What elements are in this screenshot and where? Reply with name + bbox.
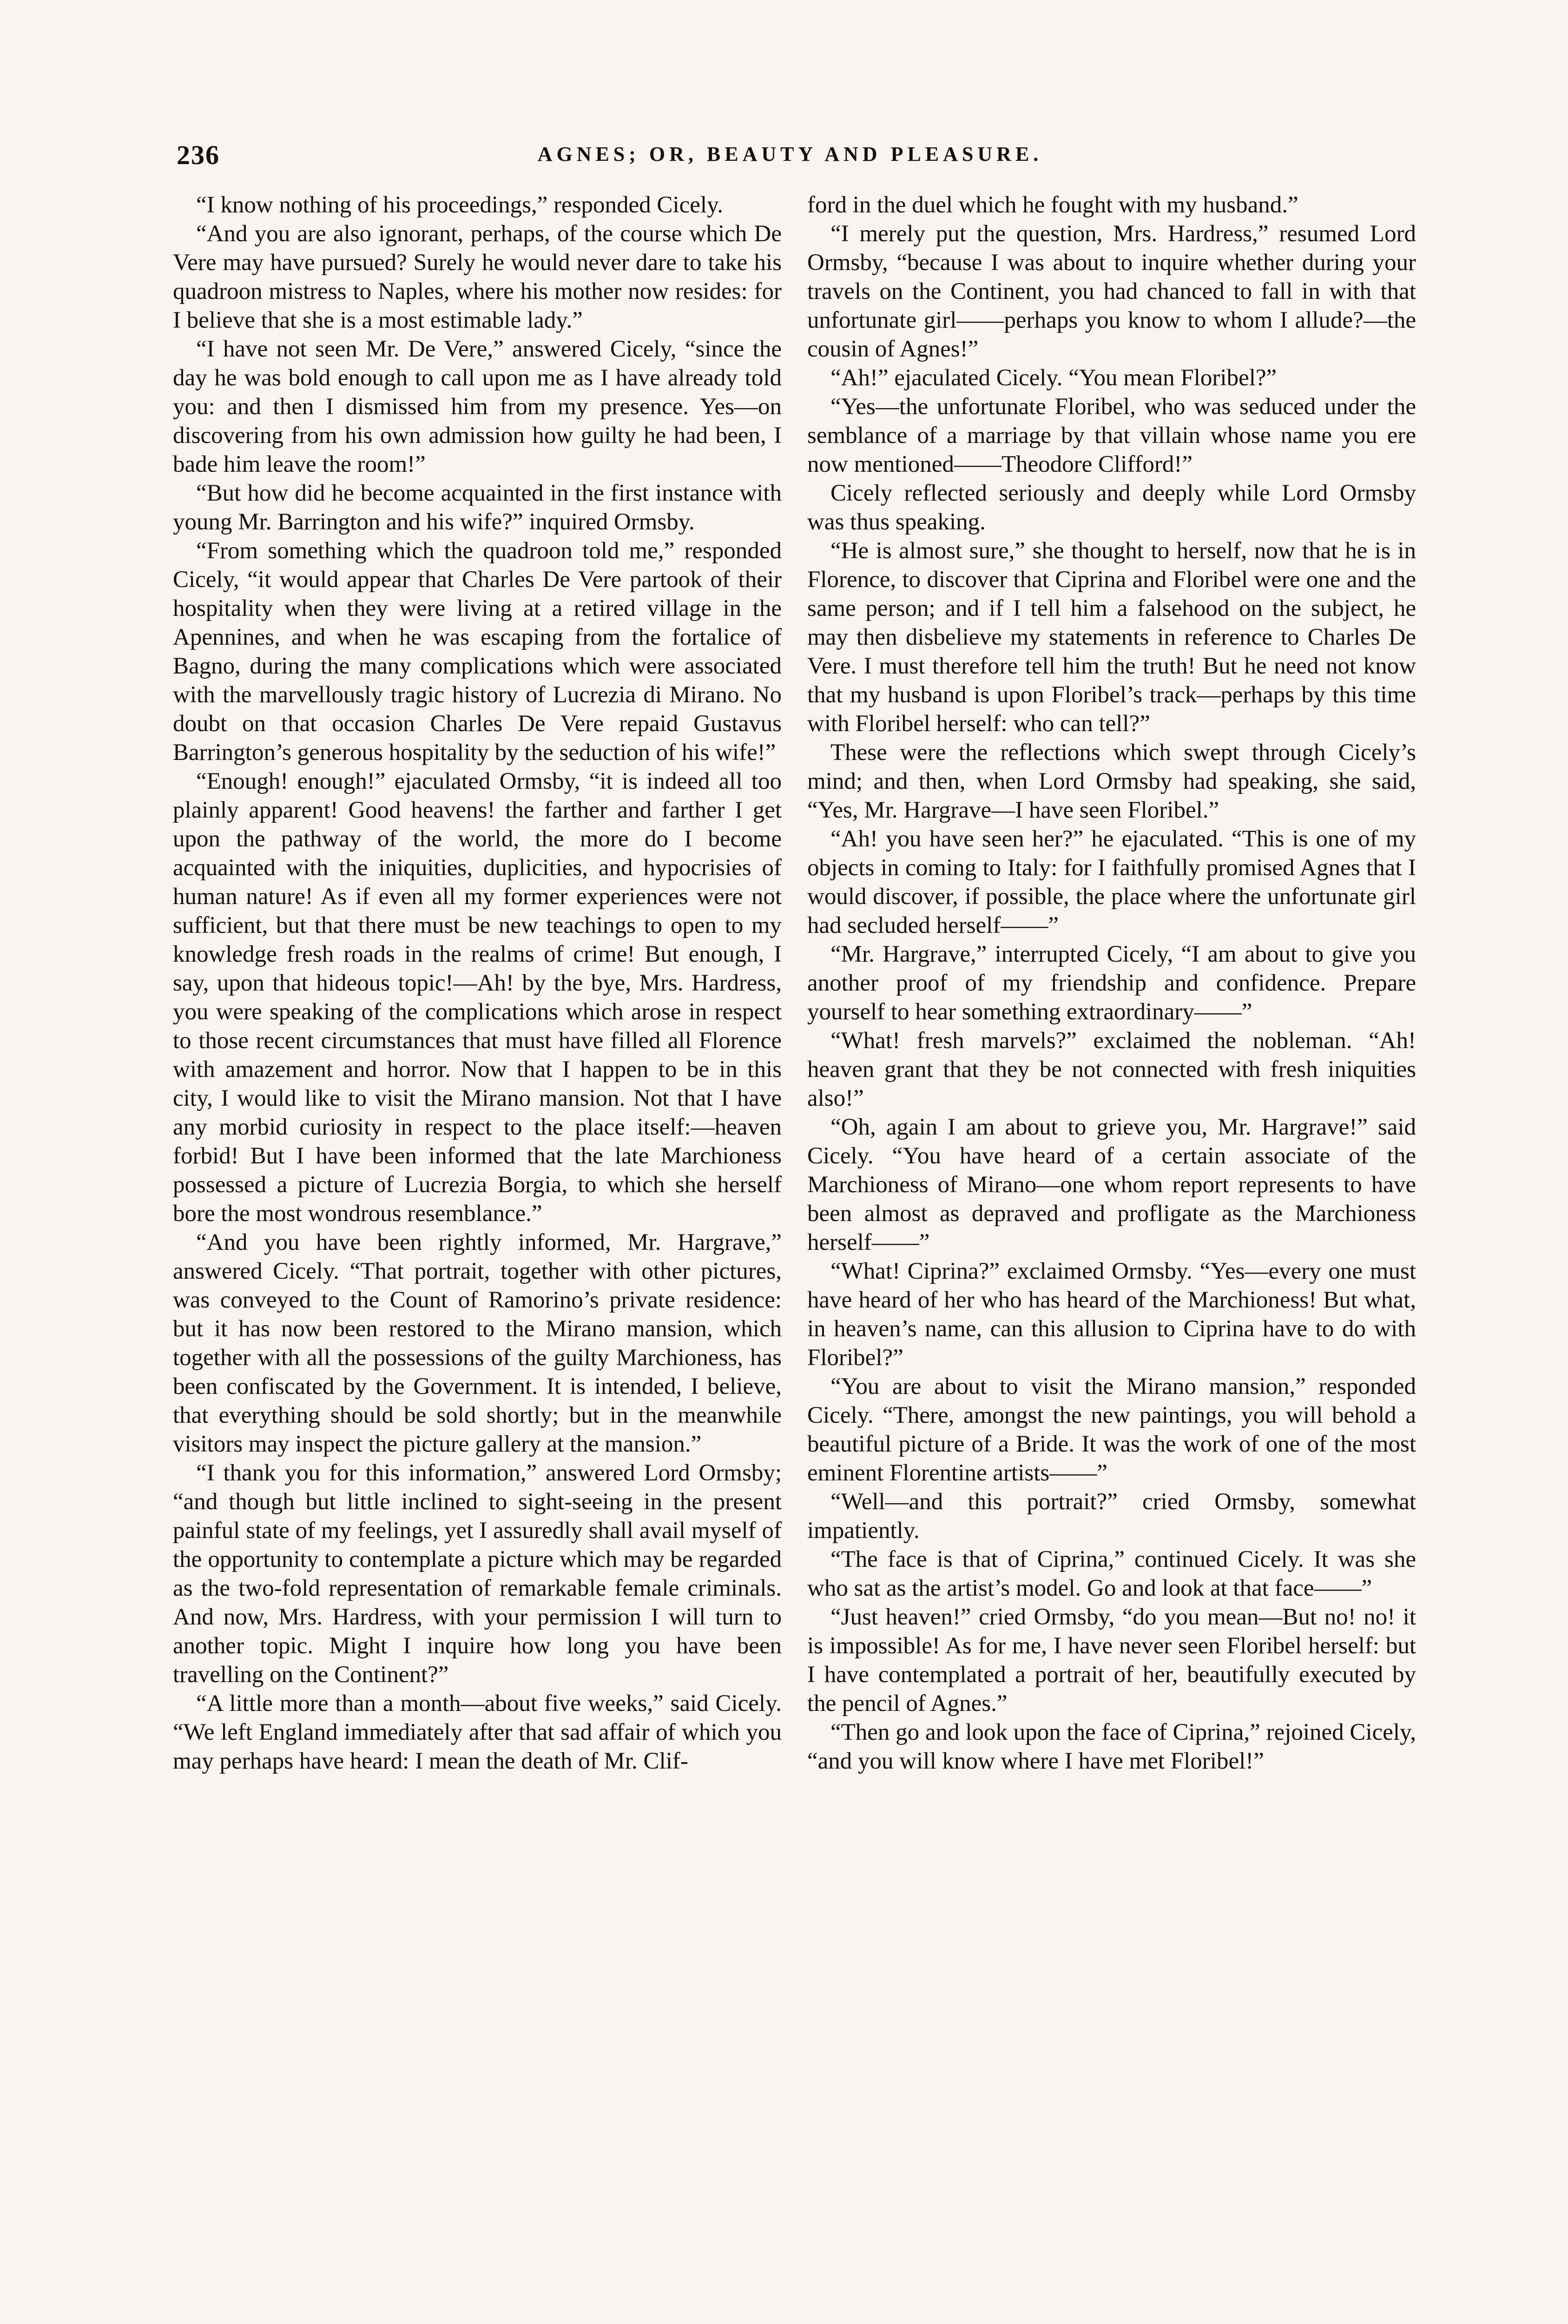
paragraph: “I know nothing of his proceedings,” responded Cicely.	[196, 192, 724, 218]
paragraph: “Yes—the unfortunate Floribel, who was seduced under the semblance of a marriage by that villain whose name you ere now mentioned——Theodore Clifford!”	[807, 394, 1416, 477]
paragraph: “You are about to visit the Mirano mansion,” responded Cicely. “There, amongst the new paintings, you will behold a beautiful picture of a Bride. It was the work of one of the most eminent Florentine artists——”	[807, 1373, 1416, 1486]
right-column	[807, 191, 1416, 1776]
paragraph: Cicely reflected seriously and deeply while Lord Ormsby was thus speaking.	[807, 480, 1416, 535]
page-number: 236	[177, 140, 220, 170]
paragraph: These were the reflections which swept through Cicely’s mind; and then, when Lord Ormsby had speaking, she said, “Yes, Mr. Hargrave—I have seen Floribel.”	[807, 739, 1416, 823]
paragraph: “Mr. Hargrave,” interrupted Cicely, “I am about to give you another proof of my friendship and confidence. Prepare yourself to hear something extraordinary——”	[807, 941, 1416, 1025]
page-header	[177, 139, 1403, 181]
paragraph: “What! fresh marvels?” exclaimed the nobleman. “Ah! heaven grant that they be not connected with fresh iniquities also!”	[807, 1028, 1416, 1111]
paragraph: “And you are also ignorant, perhaps, of the course which De Vere may have pursued? Surely he would never dare to take his quadroon mistress to Naples, where his mother now resides: for I believe that she is a most estimable lady.”	[173, 221, 782, 333]
paragraph: “Just heaven!” cried Ormsby, “do you mean—But no! no! it is impossible! As for me, I have never seen Floribel herself: but I have contemplated a portrait of her, beautifully executed by the pencil of Agnes.”	[807, 1604, 1416, 1717]
paragraph: “Enough! enough!” ejaculated Ormsby, “it is indeed all too plainly apparent! Good heavens! the farther and farther I get upon the pathway of the world, the more do I become acquainted with the iniquities, duplicities, and hypocrisies of human nature! As if even all my former experiences were not sufficient, but that there must be new teachings to open to my knowledge fresh roads in the realms of crime! But enough, I say, upon that hideous topic!—Ah! by the bye, Mrs. Hardress, you were speaking of the complications which arose in respect to those recent circumstances that must have filled all Florence with amazement and horror. Now that I happen to be in this city, I would like to visit the Mirano mansion. Not that I have any morbid curiosity in respect to the place itself:—heaven forbid! But I have been informed that the late Marchioness possessed a picture of Lucrezia Borgia, to which she herself bore the most wondrous resemblance.”	[173, 768, 782, 1227]
paragraph: “The face is that of Ciprina,” continued Cicely. It was she who sat as the artist’s model. Go and look at that face——”	[807, 1546, 1416, 1601]
left-column	[173, 191, 782, 1776]
paragraph: “Well—and this portrait?” cried Ormsby, somewhat impatiently.	[807, 1489, 1416, 1544]
paragraph: “From something which the quadroon told me,” responded Cicely, “it would appear that Charles De Vere partook of their hospitality when they were living at a retired village in the Apennines, and when he was escaping from the fortalice of Bagno, during the many complications which were associated with the marvellously tragic history of Lucrezia di Mirano. No doubt on that occasion Charles De Vere repaid Gustavus Barrington’s generous hospitality by the seduction of his wife!”	[173, 538, 782, 766]
paragraph: “I thank you for this information,” answered Lord Ormsby; “and though but little inclined to sight-seeing in the present painful state of my feelings, yet I assuredly shall avail myself of the opportunity to contemplate a picture which may be regarded as the two-fold representation of remarkable female criminals. And now, Mrs. Hardress, with your permission I will turn to another topic. Might I inquire how long you have been travelling on the Continent?”	[173, 1460, 782, 1688]
paragraph: “A little more than a month—about five weeks,” said Cicely. “We left England immediately after that sad affair of which you may perhaps have heard: I mean the death of Mr. Clif-	[173, 1690, 782, 1774]
paragraph: “Then go and look upon the face of Ciprina,” rejoined Cicely, “and you will know where I have met Floribel!”	[807, 1719, 1416, 1774]
paragraph: “I merely put the question, Mrs. Hardress,” resumed Lord Ormsby, “because I was about to inquire whether during your travels on the Continent, you had chanced to fall in with that unfortunate girl——perhaps you know to whom I allude?—the cousin of Agnes!”	[807, 221, 1416, 362]
paragraph: “Ah! you have seen her?” he ejaculated. “This is one of my objects in coming to Italy: for I faithfully promised Agnes that I would discover, if possible, the place where the unfortunate girl had secluded herself——”	[807, 826, 1416, 938]
paragraph-continued: ford in the duel which he fought with my husband.”	[807, 192, 1298, 218]
paragraph: “I have not seen Mr. De Vere,” answered Cicely, “since the day he was bold enough to call upon me as I have already told you: and then I dismissed him from my presence. Yes—on discovering from his own admission how guilty he had been, I bade him leave the room!”	[173, 336, 782, 477]
paragraph: “He is almost sure,” she thought to herself, now that he is in Florence, to discover that Ciprina and Floribel were one and the same person; and if I tell him a falsehood on the subject, he may then disbelieve my statements in reference to Charles De Vere. I must therefore tell him the truth! But he need not know that my husband is upon Floribel’s track—perhaps by this time with Floribel herself: who can tell?”	[807, 538, 1416, 737]
paragraph: “Ah!” ejaculated Cicely. “You mean Floribel?”	[830, 365, 1277, 391]
paragraph: “What! Ciprina?” exclaimed Ormsby. “Yes—every one must have heard of her who has heard of the Marchioness! But what, in heaven’s name, can this allusion to Ciprina have to do with Floribel?”	[807, 1258, 1416, 1371]
paragraph: “And you have been rightly informed, Mr. Hargrave,” answered Cicely. “That portrait, together with other pictures, was conveyed to the Count of Ramorino’s private residence: but it has now been restored to the Mirano mansion, which together with all the possessions of the guilty Marchioness, has been confiscated by the Government. It is intended, I believe, that everything should be sold shortly; but in the meanwhile visitors may inspect the picture gallery at the mansion.”	[173, 1229, 782, 1457]
running-head: AGNES; OR, BEAUTY AND PLEASURE.	[537, 143, 1043, 165]
paragraph: “Oh, again I am about to grieve you, Mr. Hargrave!” said Cicely. “You have heard of a certain associate of the Marchioness of Mirano—one whom report represents to have been almost as depraved and profligate as the Marchioness herself——”	[807, 1114, 1416, 1255]
paragraph: “But how did he become acquainted in the first instance with young Mr. Barrington and his wife?” inquired Ormsby.	[173, 480, 782, 535]
